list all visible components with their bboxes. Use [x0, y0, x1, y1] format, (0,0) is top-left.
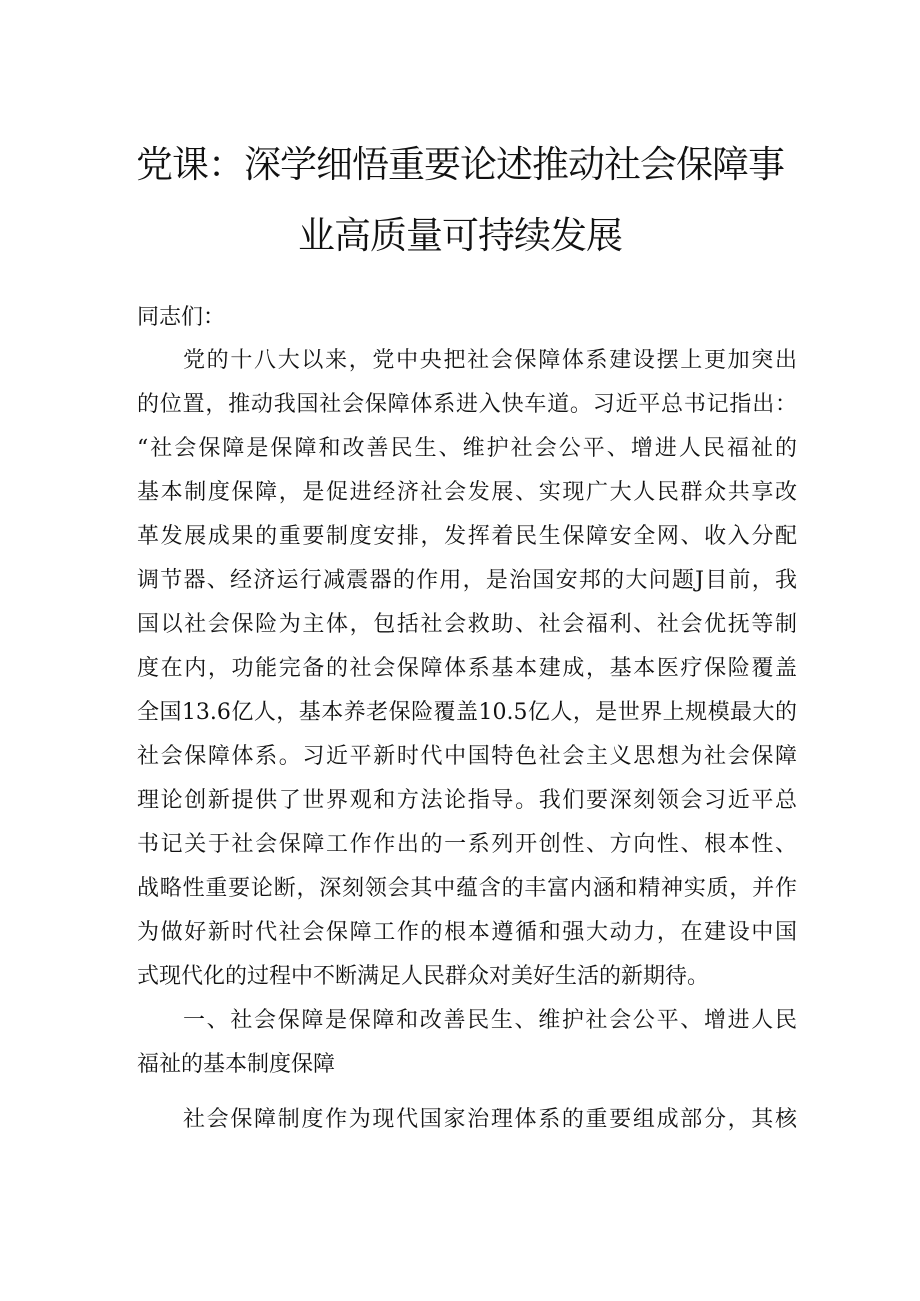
paragraph-1-line: 革发展成果的重要制度安排，发挥着民生保障安全网、收入分配 — [137, 524, 797, 549]
paragraph-1-line: 调节器、经济运行减震器的作用，是治国安邦的大问题J目前，我 — [137, 568, 797, 593]
greeting: 同志们： — [137, 305, 226, 330]
paragraph-1-line: 社会保障体系。习近平新时代中国特色社会主义思想为社会保障 — [137, 744, 797, 769]
paragraph-1-line: “社会保障是保障和改善民生、维护社会公平、增进人民福祉的 — [137, 436, 797, 461]
paragraph-1-line: 式现代化的过程中不断满足人民群众对美好生活的新期待。 — [137, 964, 710, 989]
paragraph-1-line: 的位置，推动我国社会保障体系进入快车道。习近平总书记指出： — [137, 392, 797, 417]
paragraph-1-line: 度在内，功能完备的社会保障体系基本建成，基本医疗保险覆盖 — [137, 656, 797, 681]
paragraph-1-line: 党的十八大以来，党中央把社会保障体系建设摆上更加突出 — [183, 348, 797, 373]
document-title-line-2: 业高质量可持续发展 — [298, 214, 622, 257]
paragraph-1-line: 战略性重要论断，深刻领会其中蕴含的丰富内涵和精神实质，并作 — [137, 876, 797, 901]
paragraph-1-line: 国以社会保险为主体，包括社会救助、社会福利、社会优抚等制 — [137, 612, 797, 637]
paragraph-1-line: 基本制度保障，是促进经济社会发展、实现广大人民群众共享改 — [137, 480, 797, 505]
paragraph-1-line: 为做好新时代社会保障工作的根本遵循和强大动力，在建设中国 — [137, 920, 797, 945]
paragraph-2-line: 社会保障制度作为现代国家治理体系的重要组成部分，其核 — [183, 1107, 797, 1132]
paragraph-1-line: 全国13.6亿人，基本养老保险覆盖10.5亿人，是世界上规模最大的 — [137, 700, 797, 725]
document-title-line-1: 党课：深学细悟重要论述推动社会保障事 — [136, 143, 784, 186]
section-heading-1-line: 一、社会保障是保障和改善民生、维护社会公平、增进人民 — [183, 1008, 797, 1033]
paragraph-1-line: 理论创新提供了世界观和方法论指导。我们要深刻领会习近平总 — [137, 788, 797, 813]
section-heading-1-line: 福祉的基本制度保障 — [137, 1052, 336, 1077]
paragraph-1-line: 书记关于社会保障工作作出的一系列开创性、方向性、根本性、 — [137, 832, 797, 857]
